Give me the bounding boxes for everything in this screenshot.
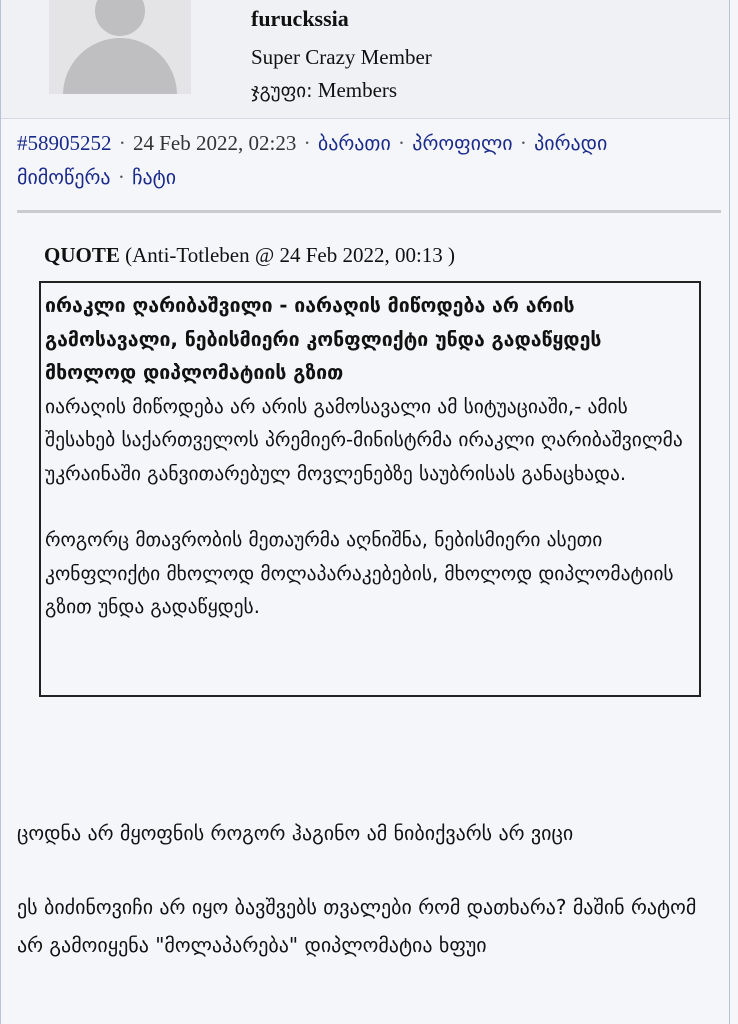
- reply-line-2: ეს ბიძინოვიჩი არ იყო ბავშვებს თვალები რომ დათხარა? მაშინ რატომ არ გამოიყენა "მოლაპარება" დიპლომატია ხფუი: [17, 895, 697, 957]
- quote-block: [39, 281, 701, 697]
- private-message-link[interactable]: პირადი მიმოწერა: [17, 131, 608, 189]
- user-group: [251, 78, 397, 103]
- post-meta-bar: #58905252 · 24 Feb 2022, 02:23 · ბარათი · პროფილი · პირადი მიმოწერა · ჩატი: [17, 131, 608, 189]
- quote-paragraph-2: როგორც მთავრობის მეთაურმა აღნიშნა, ნებისმიერი ასეთი კონფლიქტი მხოლოდ მოლაპარაკებების, მხოლოდ დიპლომატიის გზით უნდა გადაწყდეს.: [45, 528, 674, 618]
- avatar-placeholder-icon: [95, 0, 145, 36]
- divider: [17, 210, 721, 213]
- user-rank: Super Crazy Member: [251, 45, 432, 69]
- reply-line-1: ცოდნა არ მყოფნის როგორ ჰაგინო ამ ნიბიქვარს არ ვიცი: [17, 821, 574, 845]
- post-id-link[interactable]: #58905252: [17, 131, 112, 155]
- card-link[interactable]: ბარათი: [317, 131, 391, 155]
- user-group-value: Members: [317, 78, 398, 102]
- post-date: 24 Feb 2022, 02:23: [133, 131, 297, 155]
- quote-source: (Anti-Totleben @ 24 Feb 2022, 00:13 ): [125, 243, 456, 267]
- quote-label: QUOTE: [44, 243, 120, 267]
- avatar[interactable]: [49, 0, 191, 94]
- profile-link[interactable]: პროფილი: [412, 131, 513, 155]
- quote-header: [44, 243, 455, 268]
- username[interactable]: furuckssia: [251, 6, 349, 31]
- chat-link[interactable]: ჩატი: [132, 165, 177, 189]
- quote-title: ირაკლი ღარიბაშვილი - იარაღის მიწოდება არ არის გამოსავალი, ნებისმიერი კონფლიქტი უნდა გადაწყდეს მხოლოდ დიპლომატიის გზით: [45, 294, 602, 384]
- user-group-label: ჯგუფი:: [251, 80, 313, 102]
- quote-paragraph-1: იარაღის მიწოდება არ არის გამოსავალი ამ სიტუაციაში,- ამის შესახებ საქართველოს პრემიერ-მინისტრმა ირაკლი ღარიბაშვილმა უკრაინაში განვითარებულ მოვლენებზე საუბრისას განაცხადა.: [45, 394, 683, 485]
- post-body: [17, 814, 717, 964]
- user-info-block: [1, 0, 729, 119]
